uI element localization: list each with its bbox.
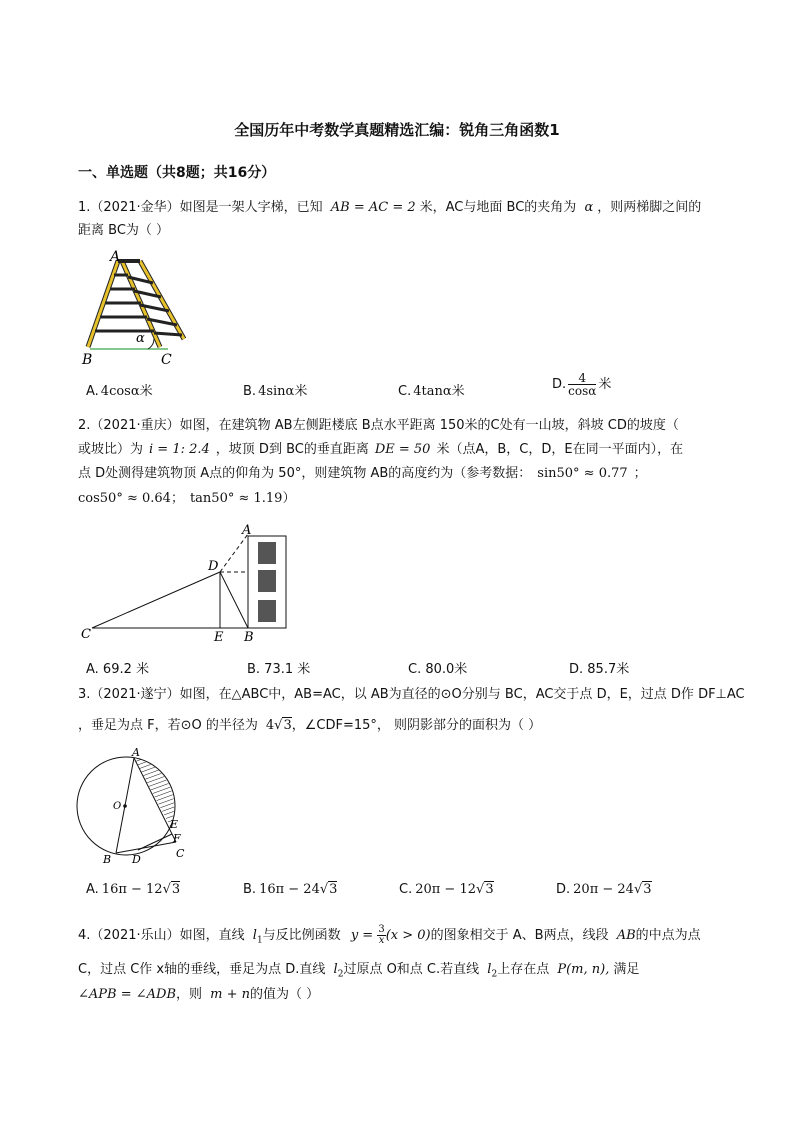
q4-line3: ∠APB = ∠ADB，则 m + n的值为（ ）: [78, 987, 320, 1002]
q1-label-B: B: [82, 352, 93, 368]
q1-option-a[interactable]: A. 4cosα米: [86, 384, 153, 399]
q2-label-E: E: [214, 630, 224, 645]
q3-label-F: F: [173, 832, 181, 845]
q1-option-c[interactable]: C. 4tanα米: [398, 384, 465, 399]
q4-line1: 4.（2021·乐山）如图，直线 $l_1$与反比例函数 y = $\frac{3}{x}$ (x > 0)的图象相交于 A、B两点，线段 AB的中点为点: [78, 924, 701, 946]
q2-building-figure: [78, 522, 308, 647]
q2-label-C: C: [81, 627, 91, 642]
page-title: 全国历年中考数学真题精选汇编：锐角三角函数1: [234, 121, 560, 139]
q2-label-B: B: [244, 630, 254, 645]
q3-option-c[interactable]: C. 20π − 12√3: [399, 882, 494, 897]
q3-label-D: D: [132, 853, 141, 866]
q3-label-E: E: [170, 818, 179, 831]
q1-line2: 距离 BC为（ ）: [78, 223, 170, 238]
q3-circle-figure: [72, 746, 192, 871]
q2-line2: 或坡比）为 i = 1: 2.4 ，坡顶 D到 BC的垂直距离 DE = 50 米（点A，B，C，D，E在同一平面内），在: [78, 442, 684, 457]
q2-line3: 点 D处测得建筑物顶 A点的仰角为 50°，则建筑物 AB的高度约为（参考数据： sin50° ≈ 0.77 ；: [78, 466, 647, 481]
q1-ladder-figure: [78, 247, 208, 372]
q2-option-a[interactable]: A. 69.2 米: [86, 662, 150, 677]
q3-label-O: O: [113, 801, 122, 812]
q1-label-alpha: α: [136, 331, 145, 346]
q3-label-B: B: [103, 853, 112, 866]
q4-line2: C，过点 C作 x轴的垂线，垂足为点 D.直线 $l_2$过原点 O和点 C.若直线 $l_2$上存在点 P(m, n), 满足: [78, 962, 640, 980]
q3-label-A: A: [132, 746, 140, 759]
q2-line4: cos50° ≈ 0.64； tan50° ≈ 1.19）: [78, 491, 296, 506]
section-heading: 一、单选题（共8题；共16分）: [78, 165, 276, 181]
q2-option-d[interactable]: D. 85.7米: [569, 662, 630, 677]
q2-option-b[interactable]: B. 73.1 米: [247, 662, 311, 677]
q1-option-b[interactable]: B. 4sinα米: [243, 384, 308, 399]
q2-label-D: D: [208, 559, 219, 574]
q2-label-A: A: [242, 523, 252, 538]
q1-label-C: C: [161, 352, 172, 368]
q1-line1: 1.（2021·金华）如图是一架人字梯，已知 AB = AC = 2 米，AC与地面 BC的夹角为 α ，则两梯脚之间的: [78, 200, 702, 215]
q3-line2: ，垂足为点 F，若⊙O 的半径为 4√3，∠CDF=15°， 则阴影部分的面积为（ ）: [78, 718, 542, 733]
q2-option-c[interactable]: C. 80.0米: [408, 662, 468, 677]
q1-label-A: A: [110, 249, 121, 265]
q1-option-d[interactable]: D. $\frac{4}{\cos\alpha}$ 米: [552, 371, 612, 398]
q3-option-a[interactable]: A. 16π − 12√3: [86, 882, 181, 897]
q2-line1: 2.（2021·重庆）如图，在建筑物 AB左侧距楼底 B点水平距离 150米的C处有一山坡，斜坡 CD的坡度（: [78, 418, 679, 433]
q3-line1: 3.（2021·遂宁）如图，在△ABC中，AB=AC，以 AB为直径的⊙O分别与 BC，AC交于点 D，E，过点 D作 DF⊥AC: [78, 687, 745, 702]
q3-label-C: C: [176, 847, 185, 860]
q3-option-d[interactable]: D. 20π − 24√3: [556, 882, 652, 897]
q3-option-b[interactable]: B. 16π − 24√3: [243, 882, 338, 897]
